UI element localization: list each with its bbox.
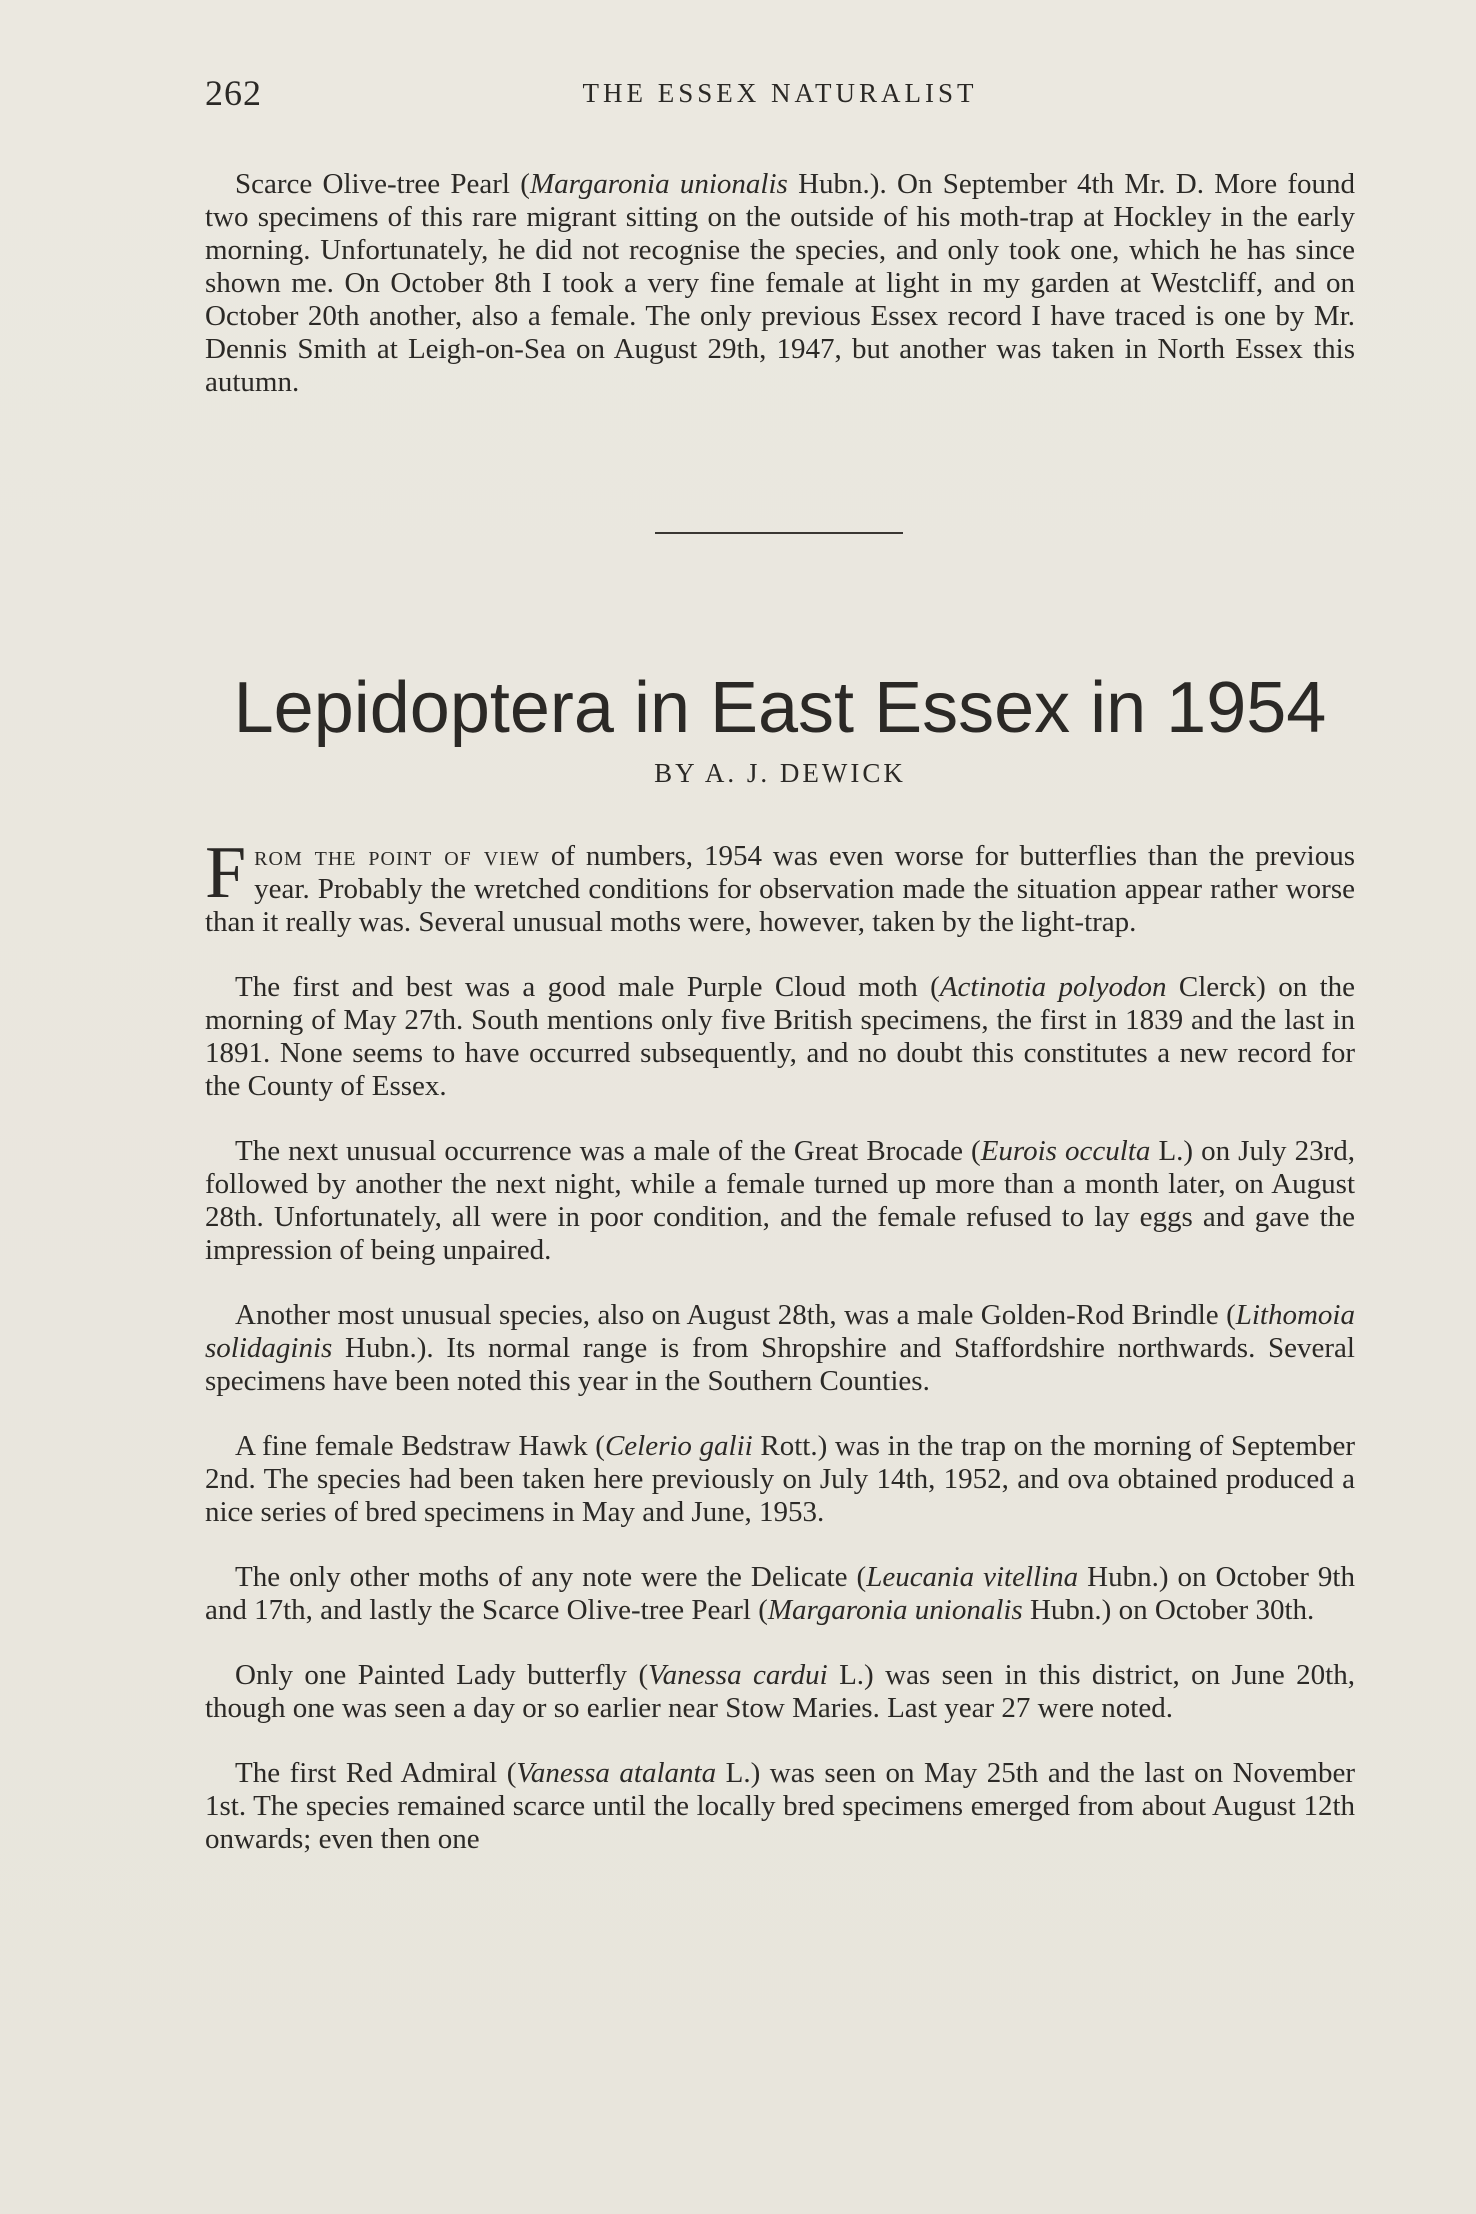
- paragraph-6: The only other moths of any note were the Delicate (Leucania vitellina Hubn.) on October 9th and 17th, and lastly the Scarce Olive-tree Pearl (Margaronia unionalis Hubn.) on October 30th.: [205, 1561, 1355, 1626]
- paragraph-8: The first Red Admiral (Vanessa atalanta L.) was seen on May 25th and the last on November 1st. The species remained scarce until the locally bred specimens emerged from about August 12th onwards; even then one: [205, 1757, 1356, 1855]
- species-name: Leucania vitellina: [866, 1561, 1079, 1593]
- article-title: Lepidoptera in East Essex in 1954: [233, 668, 1327, 749]
- species-name: Margaronia unionalis: [529, 168, 788, 200]
- intro-section: [205, 168, 1355, 399]
- section-divider: [655, 532, 903, 534]
- species-name: Lithomoia solidaginis: [205, 1299, 1355, 1364]
- species-name: Actinotia polyodon: [939, 971, 1167, 1003]
- species-name: Eurois occulta: [980, 1135, 1151, 1167]
- paragraph-2: The first and best was a good male Purple Cloud moth (Actinotia polyodon Clerck) on the morning of May 27th. South mentions only five British specimens, the first in 1839 and the last in 1891. None seems to have occurred subsequently, and no doubt this constitutes a new record for the County of Essex.: [205, 971, 1356, 1102]
- species-name: Margaronia unionalis: [767, 1594, 1023, 1626]
- paragraph-3: The next unusual occurrence was a male of the Great Brocade (Eurois occulta L.) on July 23rd, followed by another the next night, while a female turned up more than a month later, on August 28th. Unfortunately, all were in poor condition, and the female refused to lay eggs and gave the impression of being unpaired.: [205, 1135, 1355, 1266]
- drop-cap: F: [205, 832, 247, 914]
- page-header: [205, 72, 1355, 122]
- species-name: Vanessa cardui: [648, 1659, 828, 1691]
- page-number: 262: [205, 73, 262, 113]
- opening-smallcaps: rom the point of view: [254, 840, 540, 872]
- species-name: Celerio galii: [604, 1430, 753, 1462]
- running-head: THE ESSEX NATURALIST: [582, 78, 978, 108]
- paragraph-4: Another most unusual species, also on August 28th, was a male Golden-Rod Brindle (Lithomoia solidaginis Hubn.). Its normal range is from Shropshire and Staffordshire northwards. Several specimens have been noted this year in the Southern Counties.: [205, 1299, 1355, 1397]
- paragraph-1: From the point of view of numbers, 1954 was even worse for butterflies than the previous year. Probably the wretched conditions for observation made the situation appear rather worse than it really was. Several unusual moths were, however, taken by the light-trap.: [205, 832, 1355, 938]
- species-name: Vanessa atalanta: [516, 1757, 717, 1789]
- article-byline: BY A. J. DEWICK: [654, 758, 906, 788]
- intro-paragraph: Scarce Olive-tree Pearl (Margaronia unionalis Hubn.). On September 4th Mr. D. More found two specimens of this rare migrant sitting on the outside of his moth-trap at Hockley in the early morning. Unfortunately, he did not recognise the species, and only took one, which he has since shown me. On October 8th I took a very fine female at light in my garden at Westcliff, and on October 20th another, also a female. The only previous Essex record I have traced is one by Mr. Dennis Smith at Leigh-on-Sea on August 29th, 1947, but another was taken in North Essex this autumn.: [205, 168, 1356, 398]
- paragraph-7: Only one Painted Lady butterfly (Vanessa cardui L.) was seen in this district, on June 20th, though one was seen a day or so earlier near Stow Maries. Last year 27 were noted.: [205, 1659, 1355, 1724]
- paragraph-5: A fine female Bedstraw Hawk (Celerio galii Rott.) was in the trap on the morning of September 2nd. The species had been taken here previously on July 14th, 1952, and ova obtained produced a nice series of bred specimens in May and June, 1953.: [205, 1430, 1355, 1528]
- article-body: [205, 832, 1356, 1888]
